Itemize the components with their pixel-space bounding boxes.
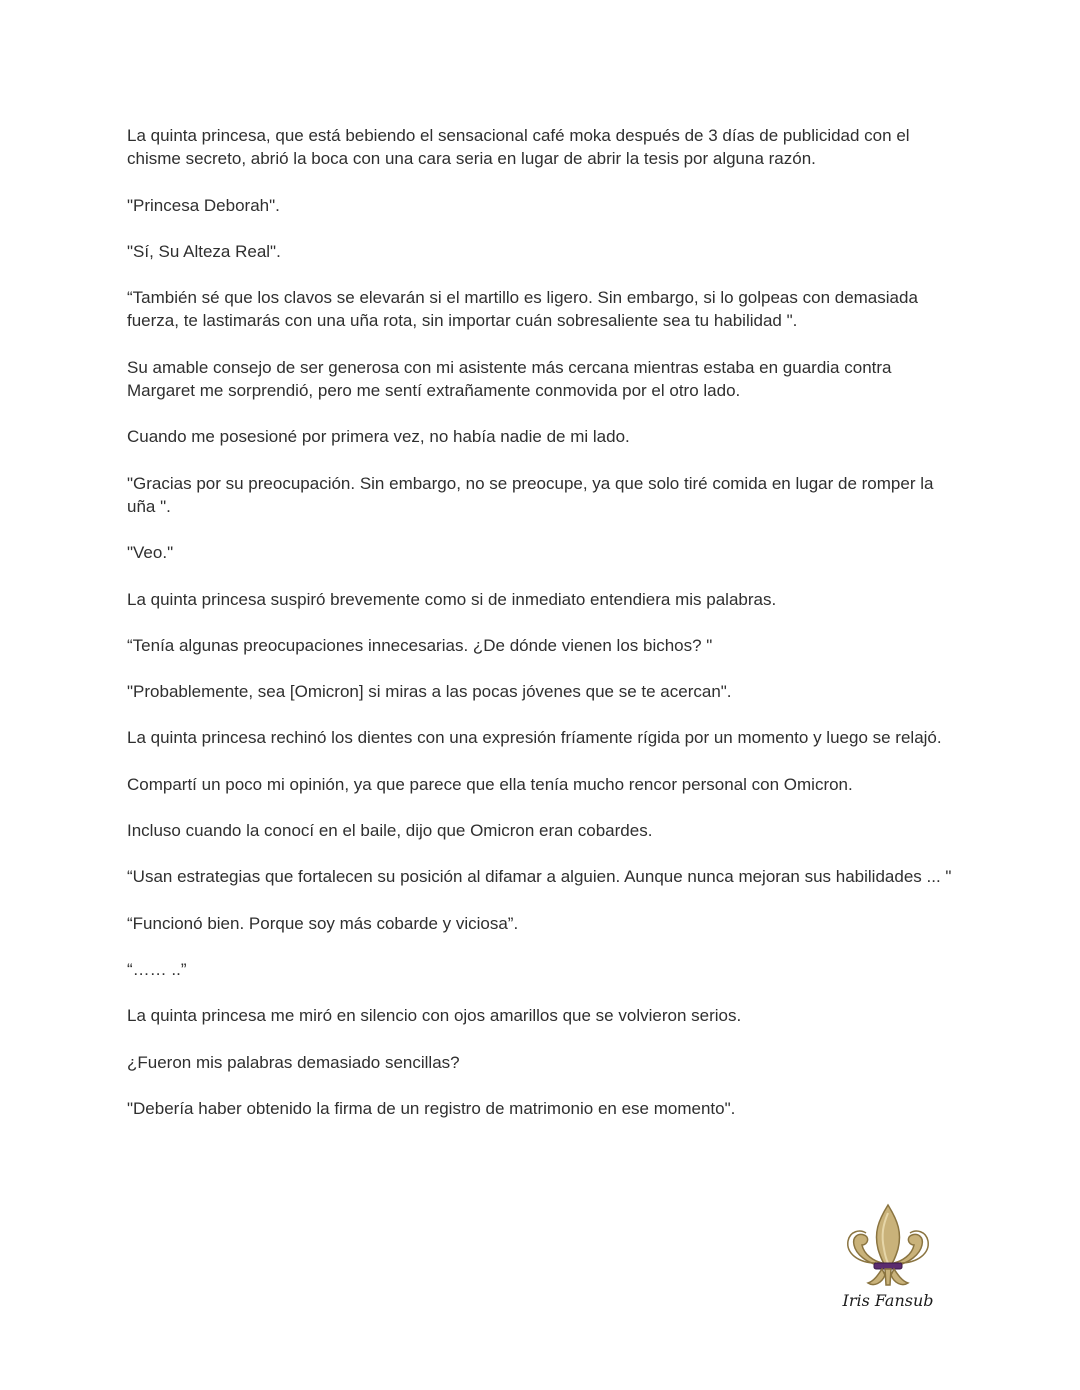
fleur-de-lis-icon xyxy=(838,1203,938,1293)
paragraph: “También sé que los clavos se elevarán si el martillo es ligero. Sin embargo, si lo golpeas con demasiada fuerza, te lastimarás con una uña rota, sin importar cuán sobresaliente sea tu habilidad ". xyxy=(127,288,923,331)
paragraph: “…… ..” xyxy=(127,959,187,979)
paragraph: "Gracias por su preocupación. Sin embargo, no se preocupe, ya que solo tiré comida en lugar de romper la uña ". xyxy=(127,473,939,516)
paragraph: La quinta princesa suspiró brevemente como si de inmediato entendiera mis palabras. xyxy=(127,589,777,609)
paragraph: Su amable consejo de ser generosa con mi asistente más cercana mientras estaba en guardia contra Margaret me sorprendió, pero me sentí extrañamente conmovida por el otro lado. xyxy=(127,357,897,401)
paragraph: Compartí un poco mi opinión, ya que parece que ella tenía mucho rencor personal con Omicron. xyxy=(127,774,853,794)
paragraph: “Usan estrategias que fortalecen su posición al difamar a alguien. Aunque nunca mejoran sus habilidades ... " xyxy=(127,867,952,887)
watermark-text: Iris Fansub xyxy=(842,1291,934,1310)
paragraph: "Probablemente, sea [Omicron] si miras a las pocas jóvenes que se te acercan". xyxy=(127,682,732,702)
watermark-logo xyxy=(838,1203,938,1315)
paragraph: “Funcionó bien. Porque soy más cobarde y viciosa”. xyxy=(127,913,519,933)
paragraph: La quinta princesa, que está bebiendo el sensacional café moka después de 3 días de publicidad con el chisme secreto, abrió la boca con una cara seria en lugar de abrir la tesis por alguna razón. xyxy=(127,126,915,169)
paragraph: La quinta princesa me miró en silencio con ojos amarillos que se volvieron serios. xyxy=(127,1006,742,1026)
paragraph: Incluso cuando la conocí en el baile, dijo que Omicron eran cobardes. xyxy=(127,821,653,841)
paragraph: ¿Fueron mis palabras demasiado sencillas? xyxy=(127,1052,460,1072)
paragraph: Cuando me posesioné por primera vez, no había nadie de mi lado. xyxy=(127,427,630,447)
paragraph: La quinta princesa rechinó los dientes con una expresión fríamente rígida por un momento y luego se relajó. xyxy=(127,728,942,748)
paragraph: "Veo." xyxy=(127,543,174,563)
paragraph: "Princesa Deborah". xyxy=(127,195,280,215)
document-body xyxy=(127,124,957,1143)
paragraph: “Tenía algunas preocupaciones innecesarias. ¿De dónde vienen los bichos? " xyxy=(127,635,713,655)
paragraph: "Sí, Su Alteza Real". xyxy=(127,241,281,261)
paragraph: "Debería haber obtenido la firma de un registro de matrimonio en ese momento". xyxy=(127,1098,736,1118)
